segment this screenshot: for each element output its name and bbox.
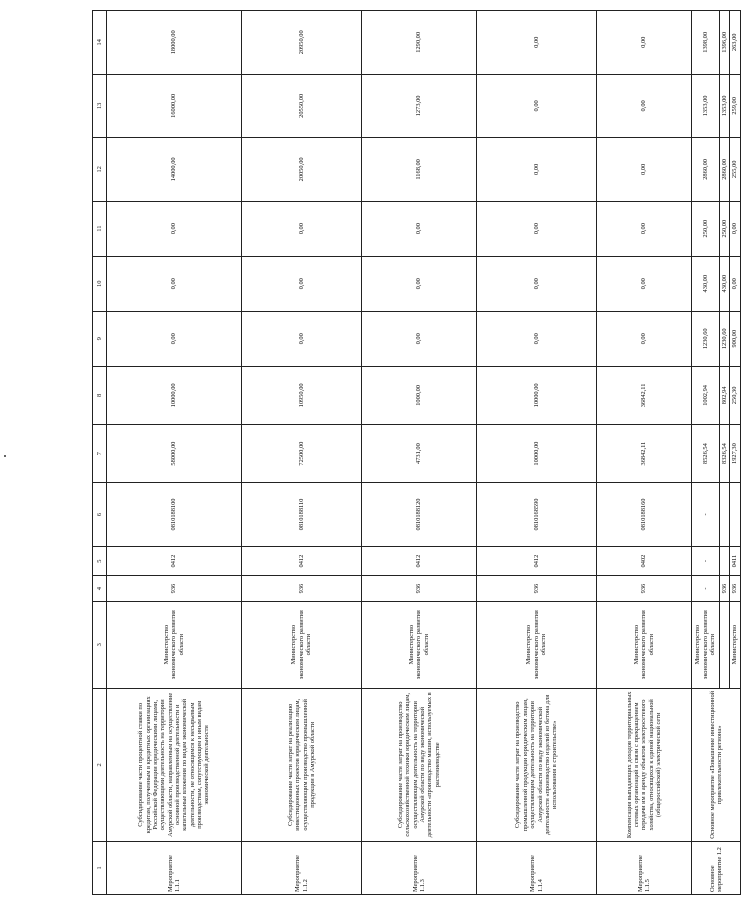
table-cell: 1353,00 <box>720 74 730 138</box>
table-cell: Основное мероприятие 1.2 <box>692 842 741 895</box>
table-cell: 1230,60 <box>692 311 720 366</box>
table-cell: 10950,00 <box>242 366 362 424</box>
column-header: 7 <box>93 425 107 483</box>
table-cell: 0,00 <box>597 138 692 202</box>
table-cell: 0411 <box>730 546 740 576</box>
table-cell: Субсидирование части затрат на реализацию инвестиционных проектов юридическим лицам, осуществляющим производство промышленной продукции в Амурской области <box>242 688 362 842</box>
table-cell: 0,00 <box>730 256 740 311</box>
column-header: 10 <box>93 256 107 311</box>
table-cell: 0810188120 <box>362 483 477 547</box>
table-cell: Субсидирование части затрат на производство сельскохозяйственной техники юридическим лицам, осуществляющим деятельность на территории Амурской области по виду экономической деятельности «производство машин, используемых в растениеводстве <box>362 688 477 842</box>
table-cell <box>720 546 730 576</box>
table-cell: 0,00 <box>597 11 692 75</box>
table-cell: Министерство экономического развития области <box>477 601 597 688</box>
table-cell: 936 <box>720 576 730 601</box>
table-cell: 0,00 <box>242 311 362 366</box>
table-cell: 0,00 <box>362 256 477 311</box>
table-cell: 18000,00 <box>107 11 242 75</box>
table-cell: 936 <box>597 576 692 601</box>
table-cell: Министерство экономического развития области <box>107 601 242 688</box>
column-header: 12 <box>93 138 107 202</box>
table-cell: - <box>692 483 720 547</box>
table-cell: 0810188160 <box>597 483 692 547</box>
table-cell: 4731,00 <box>362 425 477 483</box>
table-cell: 0,00 <box>242 256 362 311</box>
table-cell: 0412 <box>242 546 362 576</box>
table-cell: 936 <box>730 576 740 601</box>
column-header: 13 <box>93 74 107 138</box>
table-cell: 250,00 <box>720 201 730 256</box>
table-cell: 255,00 <box>730 138 740 202</box>
table-cell: 0,00 <box>477 138 597 202</box>
column-header: 8 <box>93 366 107 424</box>
table-cell: 0412 <box>477 546 597 576</box>
table-cell: 36842,11 <box>597 425 692 483</box>
table-cell: 430,00 <box>692 256 720 311</box>
table-cell: 250,00 <box>692 201 720 256</box>
table-cell: Мероприятие 1.1.2 <box>242 842 362 895</box>
table-cell: Субсидирование части затрат на производство промышленной продукции юридическим лицам, осуществляющим деятельность на территории Амурской области по виду экономической деятельности «производство изделий из бетона для использования в строительстве» <box>477 688 597 842</box>
column-header: 2 <box>93 688 107 842</box>
table-cell: 263,00 <box>730 11 740 75</box>
table-cell: 0,00 <box>362 201 477 256</box>
table-cell: 10000,00 <box>477 425 597 483</box>
table-cell: 36842,11 <box>597 366 692 424</box>
table-cell: 0412 <box>362 546 477 576</box>
table-cell: 1168,00 <box>362 138 477 202</box>
table-row <box>107 11 242 895</box>
table-cell: 936 <box>107 576 242 601</box>
table-cell: 0,00 <box>597 311 692 366</box>
header-row <box>93 11 107 895</box>
table-cell <box>720 601 730 688</box>
table-row <box>242 11 362 895</box>
table-cell: 0,00 <box>362 311 477 366</box>
table-cell: 0,00 <box>477 311 597 366</box>
table-cell: 0810188110 <box>242 483 362 547</box>
column-header: 3 <box>93 601 107 688</box>
table-cell: 0,00 <box>477 74 597 138</box>
column-header: 6 <box>93 483 107 547</box>
table-row <box>597 11 692 895</box>
table-cell: 1396,00 <box>720 11 730 75</box>
table-cell: 0,00 <box>477 201 597 256</box>
table-cell: Министерство экономического развития области <box>597 601 692 688</box>
column-header: 11 <box>93 201 107 256</box>
table-cell: 10000,00 <box>107 366 242 424</box>
table-cell: 250,30 <box>730 366 740 424</box>
column-header: 14 <box>93 11 107 75</box>
table-row <box>362 11 477 895</box>
table-cell: Министерство экономического развития области <box>242 601 362 688</box>
table-cell: 0412 <box>107 546 242 576</box>
table-cell <box>720 483 730 547</box>
table-cell: Министерство <box>730 601 740 688</box>
table-cell: 20550,00 <box>242 74 362 138</box>
table-cell: 16000,00 <box>107 74 242 138</box>
table-cell: 0,00 <box>107 256 242 311</box>
column-header: 4 <box>93 576 107 601</box>
table-cell: 259,00 <box>730 74 740 138</box>
table-cell: 0,00 <box>477 11 597 75</box>
table-cell: 2860,00 <box>720 138 730 202</box>
table-cell: Мероприятие 1.1.3 <box>362 842 477 895</box>
table-cell: 900,00 <box>730 311 740 366</box>
table-cell: 10000,00 <box>477 366 597 424</box>
table-cell: 1290,00 <box>362 11 477 75</box>
table-cell: 0,00 <box>242 201 362 256</box>
table-cell: 20950,00 <box>242 11 362 75</box>
table-cell: 8526,54 <box>692 425 720 483</box>
table-cell: 936 <box>362 576 477 601</box>
table-row <box>477 11 597 895</box>
table-cell: Мероприятие 1.1.1 <box>107 842 242 895</box>
table-cell: 430,00 <box>720 256 730 311</box>
table-cell: 0,00 <box>107 311 242 366</box>
column-header: 5 <box>93 546 107 576</box>
table-cell: 936 <box>477 576 597 601</box>
table-cell: 0402 <box>597 546 692 576</box>
table-cell: 0810188100 <box>107 483 242 547</box>
table-cell: 2860,00 <box>692 138 720 202</box>
table-cell: Компенсация выпадающих доходов территориальных сетевых организаций в связи с прекращением передачи им в аренду объектов электросетевого хозяйства, относящихся к единой национальной (общероссийской) электрической сети <box>597 688 692 842</box>
table-cell: 0,00 <box>477 256 597 311</box>
table-cell: - <box>692 576 720 601</box>
table-cell: 58000,00 <box>107 425 242 483</box>
table-cell: 72500,00 <box>242 425 362 483</box>
table-cell: Основное мероприятие «Повышение инвестиционной привлекательности региона» <box>692 688 741 842</box>
table-cell: 20050,00 <box>242 138 362 202</box>
table-cell: 0,00 <box>597 74 692 138</box>
table-cell: 14000,00 <box>107 138 242 202</box>
table-cell: 1002,94 <box>692 366 720 424</box>
table-cell: 1000,00 <box>362 366 477 424</box>
table-cell: - <box>692 546 720 576</box>
table-cell: 936 <box>242 576 362 601</box>
table-cell: Министерство экономического развития области <box>692 601 720 688</box>
table-cell: Мероприятие 1.1.5 <box>597 842 692 895</box>
table-row <box>692 11 720 895</box>
table-cell: 0,00 <box>107 201 242 256</box>
table-cell: 0,00 <box>597 201 692 256</box>
table-cell <box>730 483 740 547</box>
table-cell: 1230,60 <box>720 311 730 366</box>
budget-table <box>92 10 741 895</box>
table-cell: 802,94 <box>720 366 730 424</box>
table-cell: Мероприятие 1.1.4 <box>477 842 597 895</box>
table-cell: 1273,00 <box>362 74 477 138</box>
table-cell: 1353,00 <box>692 74 720 138</box>
table-cell: Субсидирование части процентной ставки по кредитам, полученным в кредитных организациях Российской Федерации юридическими лицами, осуществляющими деятельность на территории Амурской области, направленным на осуществление основной производственной деятельности и капитальные вложения по видам экономической деятельности, не относящимся к несырьевым производствам, сопутствующим и иным видам экономической деятельности <box>107 688 242 842</box>
column-header: 9 <box>93 311 107 366</box>
table-cell: Министерство экономического развития области <box>362 601 477 688</box>
table-cell: 0810168590 <box>477 483 597 547</box>
table-cell: 1927,30 <box>730 425 740 483</box>
table-cell: 8326,54 <box>720 425 730 483</box>
table-cell: 0,00 <box>730 201 740 256</box>
table-cell: 0,00 <box>597 256 692 311</box>
column-header: 1 <box>93 842 107 895</box>
table-cell: 1398,00 <box>692 11 720 75</box>
